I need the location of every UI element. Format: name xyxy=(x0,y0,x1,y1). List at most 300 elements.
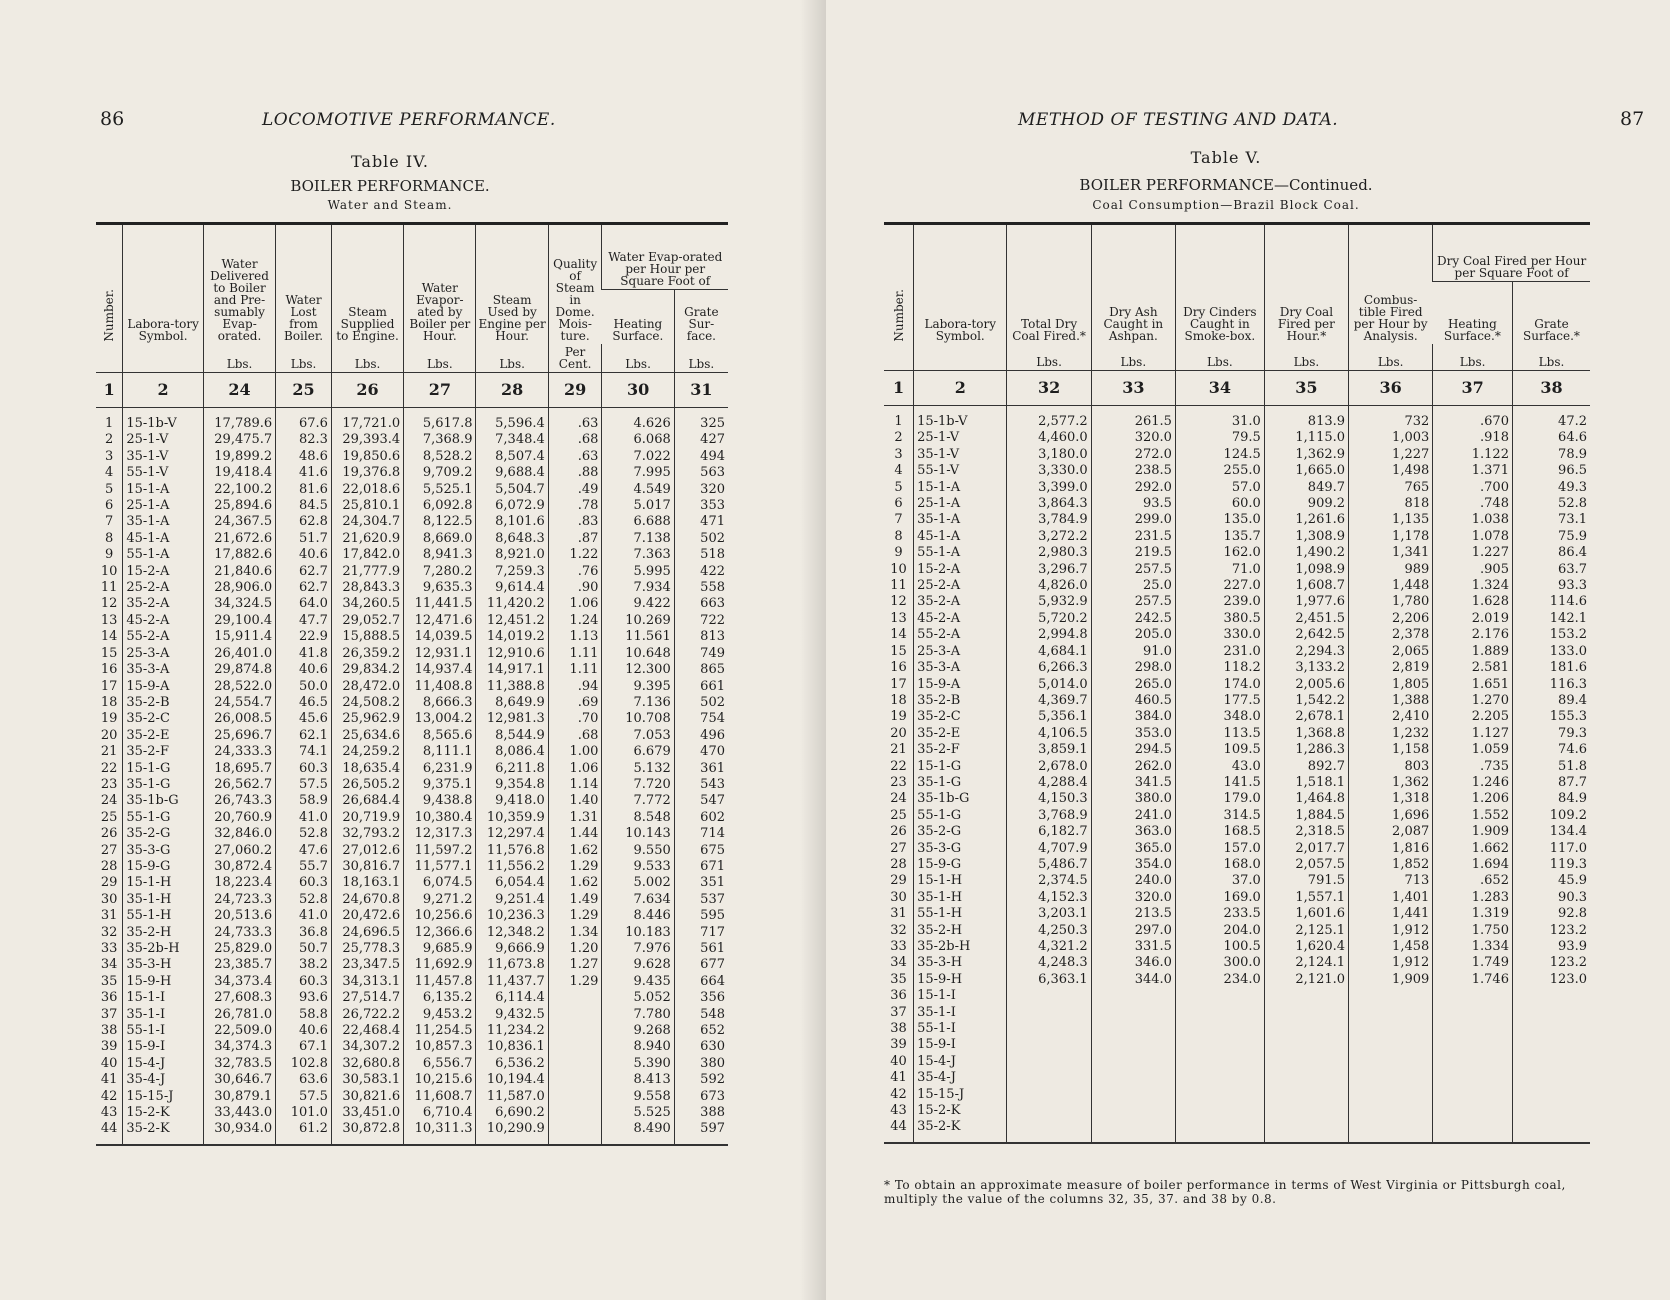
cell-value: 19,850.6 xyxy=(331,449,403,465)
cell-value: 1.324 xyxy=(1433,578,1513,594)
cell-value: .68 xyxy=(548,432,602,448)
row-number: 33 xyxy=(890,939,907,954)
cell-value xyxy=(1175,988,1264,1004)
cell-value: 34,307.2 xyxy=(331,1039,403,1055)
cell-value: 231.5 xyxy=(1091,529,1175,545)
row-number: 3 xyxy=(105,448,114,464)
cell-value: 8,544.9 xyxy=(476,728,548,744)
cell-value: 1.283 xyxy=(1433,890,1513,906)
cell-value: 1,912 xyxy=(1349,923,1433,939)
cell-value: 299.0 xyxy=(1091,512,1175,528)
cell-value: 1.270 xyxy=(1433,693,1513,709)
table-row xyxy=(96,1105,728,1121)
cell-value: 20,760.9 xyxy=(203,810,275,826)
cell-value: 123.0 xyxy=(1512,972,1590,988)
lab-symbol: 15-9-G xyxy=(914,857,1007,873)
cell-value: 25,778.3 xyxy=(331,941,403,957)
lab-symbol: 35-2-G xyxy=(914,824,1007,840)
row-number: 1 xyxy=(894,414,903,429)
cell-value: 1,341 xyxy=(1349,545,1433,561)
cell-value: 10.183 xyxy=(602,925,674,941)
cell-value: 380.0 xyxy=(1091,791,1175,807)
row-number: 40 xyxy=(100,1055,118,1071)
row-number: 39 xyxy=(100,1039,118,1055)
table-row xyxy=(884,939,1590,955)
table-row xyxy=(884,529,1590,545)
cell-value: 181.6 xyxy=(1512,660,1590,676)
cell-value xyxy=(1433,1005,1513,1021)
cell-value: 1.909 xyxy=(1433,824,1513,840)
cell-value: 9,709.2 xyxy=(404,465,476,481)
lab-symbol: 15-1-H xyxy=(914,873,1007,889)
cell-value: 34,373.4 xyxy=(203,974,275,990)
cell-value: 29,052.7 xyxy=(331,613,403,629)
table-row xyxy=(96,1056,728,1072)
cell-value: 7.634 xyxy=(602,892,674,908)
cell-value: 543 xyxy=(674,777,728,793)
cell-value: 25,634.6 xyxy=(331,728,403,744)
cell-value: 341.5 xyxy=(1091,775,1175,791)
cell-value xyxy=(1433,1021,1513,1037)
cell-value xyxy=(1175,1021,1264,1037)
cell-value: 10,380.4 xyxy=(404,810,476,826)
cell-value: 384.0 xyxy=(1091,709,1175,725)
cell-value: 6,710.4 xyxy=(404,1105,476,1121)
cell-value: 227.0 xyxy=(1175,578,1264,594)
cell-value: 7.934 xyxy=(602,580,674,596)
cell-value: 28,472.0 xyxy=(331,679,403,695)
row-number: 4 xyxy=(894,463,903,479)
cell-value: 62.1 xyxy=(276,728,332,744)
lab-symbol: 25-1-A xyxy=(914,496,1007,512)
table-caption: Water and Steam. xyxy=(327,198,453,212)
cell-value: 348.0 xyxy=(1175,709,1264,725)
cell-value: 356 xyxy=(674,990,728,1006)
cell-value xyxy=(1007,988,1091,1004)
cell-value: 1,368.8 xyxy=(1264,726,1348,742)
cell-value xyxy=(1512,1087,1590,1103)
cell-value: 1,388 xyxy=(1349,693,1433,709)
cell-value: 5,596.4 xyxy=(476,408,548,433)
cell-value xyxy=(1091,988,1175,1004)
cell-value xyxy=(1433,1103,1513,1119)
cell-value: 265.0 xyxy=(1091,677,1175,693)
cell-value: 22,509.0 xyxy=(203,1023,275,1039)
unit: Lbs. xyxy=(276,344,332,373)
cell-value: 14,039.5 xyxy=(404,629,476,645)
cell-value: 2,125.1 xyxy=(1264,923,1348,939)
cell-value: 168.5 xyxy=(1175,824,1264,840)
cell-value: 561 xyxy=(674,941,728,957)
cell-value: 36.8 xyxy=(276,925,332,941)
lab-symbol: 15-1b-V xyxy=(123,408,204,433)
cell-value: 1.34 xyxy=(548,925,602,941)
column-number: 1 xyxy=(884,371,914,406)
header-col-38: Grate Surface.* xyxy=(1512,282,1590,345)
cell-value: 496 xyxy=(674,728,728,744)
cell-value: 8,649.9 xyxy=(476,695,548,711)
row-number: 37 xyxy=(100,1006,118,1022)
cell-value: 2,087 xyxy=(1349,824,1433,840)
cell-value: 9.422 xyxy=(602,596,674,612)
cell-value: 30,816.7 xyxy=(331,859,403,875)
lab-symbol: 35-1-H xyxy=(914,890,1007,906)
row-number: 1 xyxy=(105,416,114,431)
cell-value: 1,448 xyxy=(1349,578,1433,594)
lab-symbol: 35-2b-H xyxy=(123,941,204,957)
cell-value: 71.0 xyxy=(1175,562,1264,578)
cell-value: 7.136 xyxy=(602,695,674,711)
cell-value xyxy=(1175,1070,1264,1086)
cell-value: 18,163.1 xyxy=(331,875,403,891)
cell-value: .905 xyxy=(1433,562,1513,578)
lab-symbol: 35-2-A xyxy=(123,596,204,612)
cell-value xyxy=(1512,1103,1590,1119)
row-number: 38 xyxy=(100,1023,118,1039)
cell-value: 17,842.0 xyxy=(331,547,403,563)
row-number: 23 xyxy=(100,776,118,792)
cell-value: 597 xyxy=(674,1121,728,1144)
cell-value: 67.1 xyxy=(276,1039,332,1055)
row-number: 29 xyxy=(100,875,118,891)
cell-value: 592 xyxy=(674,1072,728,1088)
lab-symbol: 15-1b-V xyxy=(914,406,1007,431)
table-row xyxy=(884,841,1590,857)
cell-value: 6,266.3 xyxy=(1007,660,1091,676)
cell-value: 661 xyxy=(674,679,728,695)
cell-value xyxy=(1433,1054,1513,1070)
cell-value xyxy=(1264,1070,1348,1086)
cell-value xyxy=(548,990,602,1006)
cell-value: 1,542.2 xyxy=(1264,693,1348,709)
cell-value: 1.29 xyxy=(548,974,602,990)
lab-symbol: 15-1-G xyxy=(914,759,1007,775)
table-row xyxy=(96,908,728,924)
row-number: 19 xyxy=(890,709,907,725)
row-number: 43 xyxy=(100,1105,118,1121)
row-number: 12 xyxy=(100,596,118,612)
lab-symbol: 25-1-A xyxy=(123,498,204,514)
cell-value: .83 xyxy=(548,514,602,530)
column-number: 27 xyxy=(404,373,476,408)
cell-value: 135.7 xyxy=(1175,529,1264,545)
cell-value: 28,522.0 xyxy=(203,679,275,695)
cell-value xyxy=(548,1072,602,1088)
lab-symbol: 15-2-K xyxy=(123,1105,204,1121)
row-number: 41 xyxy=(100,1072,118,1088)
lab-symbol: 35-1-A xyxy=(123,514,204,530)
cell-value xyxy=(1349,1119,1433,1142)
row-number: 10 xyxy=(100,563,118,579)
lab-symbol: 55-1-A xyxy=(914,545,1007,561)
cell-value: 2,374.5 xyxy=(1007,873,1091,889)
table-row xyxy=(96,957,728,973)
cell-value: 73.1 xyxy=(1512,512,1590,528)
table-row xyxy=(96,974,728,990)
cell-value xyxy=(1264,1037,1348,1053)
table-row xyxy=(96,1121,728,1144)
cell-value xyxy=(1091,1054,1175,1070)
cell-value: 2.581 xyxy=(1433,660,1513,676)
cell-value xyxy=(1264,1103,1348,1119)
unit: Lbs. xyxy=(602,344,674,373)
table-title: Table IV. xyxy=(350,152,430,171)
lab-symbol: 35-1b-G xyxy=(914,791,1007,807)
cell-value: 5,932.9 xyxy=(1007,594,1091,610)
lab-symbol: 35-2-F xyxy=(914,742,1007,758)
left-page xyxy=(0,0,826,1300)
cell-value: 28,906.0 xyxy=(203,580,275,596)
table-row xyxy=(96,777,728,793)
unit: Lbs. xyxy=(404,344,476,373)
cell-value: 13,004.2 xyxy=(404,711,476,727)
cell-value: 1.22 xyxy=(548,547,602,563)
cell-value: 168.0 xyxy=(1175,857,1264,873)
cell-value: 9,438.8 xyxy=(404,793,476,809)
cell-value: 1.06 xyxy=(548,596,602,612)
cell-value: 11,587.0 xyxy=(476,1089,548,1105)
cell-value: 26,684.4 xyxy=(331,793,403,809)
row-number: 12 xyxy=(890,594,907,610)
cell-value: 62.7 xyxy=(276,564,332,580)
cell-value: 1.44 xyxy=(548,826,602,842)
table-row xyxy=(96,843,728,859)
cell-value: 9.533 xyxy=(602,859,674,875)
cell-value: 1.11 xyxy=(548,646,602,662)
row-number: 32 xyxy=(100,924,118,940)
cell-value: 12,348.2 xyxy=(476,925,548,941)
cell-value: 10,836.1 xyxy=(476,1039,548,1055)
table-row xyxy=(884,1054,1590,1070)
table-row xyxy=(884,1103,1590,1119)
cell-value: 292.0 xyxy=(1091,480,1175,496)
lab-symbol: 15-1-A xyxy=(914,480,1007,496)
cell-value: 23,385.7 xyxy=(203,957,275,973)
cell-value: 8,111.1 xyxy=(404,744,476,760)
cell-value: 595 xyxy=(674,908,728,924)
cell-value: 9,614.4 xyxy=(476,580,548,596)
cell-value: 7.022 xyxy=(602,449,674,465)
cell-value: 1.038 xyxy=(1433,512,1513,528)
cell-value: 29,100.4 xyxy=(203,613,275,629)
cell-value: 24,367.5 xyxy=(203,514,275,530)
cell-value: 19,376.8 xyxy=(331,465,403,481)
cell-value: 15,888.5 xyxy=(331,629,403,645)
cell-value: 1.059 xyxy=(1433,742,1513,758)
cell-value: 30,934.0 xyxy=(203,1121,275,1144)
table-row xyxy=(884,1087,1590,1103)
cell-value: 135.0 xyxy=(1175,512,1264,528)
cell-value: 26,562.7 xyxy=(203,777,275,793)
cell-value: 2,318.5 xyxy=(1264,824,1348,840)
header-col-26: Steam Supplied to Engine. xyxy=(331,224,403,345)
cell-value: 2,294.3 xyxy=(1264,644,1348,660)
lab-symbol: 35-1-H xyxy=(123,892,204,908)
row-number: 25 xyxy=(100,809,118,825)
lab-symbol: 15-9-I xyxy=(123,1039,204,1055)
row-number: 44 xyxy=(96,1121,123,1144)
row-number: 42 xyxy=(890,1086,907,1102)
lab-symbol: 15-2-A xyxy=(914,562,1007,578)
row-number: 21 xyxy=(100,744,118,760)
row-number: 20 xyxy=(100,727,118,743)
table-row xyxy=(884,594,1590,610)
cell-value xyxy=(1433,1037,1513,1053)
table-row xyxy=(96,892,728,908)
cell-value: 32,793.2 xyxy=(331,826,403,842)
cell-value: 749 xyxy=(674,646,728,662)
table-row xyxy=(884,406,1590,431)
lab-symbol: 25-3-A xyxy=(123,646,204,662)
cell-value: 34,324.5 xyxy=(203,596,275,612)
cell-value: 84.5 xyxy=(276,498,332,514)
cell-value: 14,019.2 xyxy=(476,629,548,645)
cell-value: 1.127 xyxy=(1433,726,1513,742)
cell-value: 22,018.6 xyxy=(331,482,403,498)
cell-value: 865 xyxy=(674,662,728,678)
cell-value: 30,872.4 xyxy=(203,859,275,875)
lab-symbol: 35-2-B xyxy=(914,693,1007,709)
row-number: 15 xyxy=(890,643,907,659)
cell-value: 25,829.0 xyxy=(203,941,275,957)
cell-value: 1.246 xyxy=(1433,775,1513,791)
cell-value: 25,894.6 xyxy=(203,498,275,514)
table-row xyxy=(884,480,1590,496)
cell-value: 96.5 xyxy=(1512,463,1590,479)
table-row xyxy=(96,826,728,842)
cell-value: .88 xyxy=(548,465,602,481)
row-number: 5 xyxy=(105,481,114,497)
cell-value: 11,420.2 xyxy=(476,596,548,612)
header-col-29: Quality of Steam in Dome. Mois-ture. xyxy=(548,224,602,345)
column-number: 32 xyxy=(1007,371,1091,406)
lab-symbol: 35-2-C xyxy=(123,711,204,727)
row-number: 30 xyxy=(890,889,907,905)
table-row xyxy=(884,447,1590,463)
cell-value: 86.4 xyxy=(1512,545,1590,561)
table-row xyxy=(96,711,728,727)
cell-value: 46.5 xyxy=(276,695,332,711)
table-row xyxy=(96,408,728,433)
cell-value: 330.0 xyxy=(1175,627,1264,643)
cell-value: 2,642.5 xyxy=(1264,627,1348,643)
unit: Lbs. xyxy=(674,344,728,373)
cell-value: 7.138 xyxy=(602,531,674,547)
table-row xyxy=(884,890,1590,906)
cell-value: 25,810.1 xyxy=(331,498,403,514)
cell-value: 30,583.1 xyxy=(331,1072,403,1088)
cell-value xyxy=(548,1121,602,1144)
cell-value: 3,180.0 xyxy=(1007,447,1091,463)
table-row xyxy=(884,496,1590,512)
lab-symbol: 55-1-H xyxy=(123,908,204,924)
cell-value: 7.772 xyxy=(602,793,674,809)
cell-value: 75.9 xyxy=(1512,529,1590,545)
cell-value: 6,072.9 xyxy=(476,498,548,514)
cell-value xyxy=(1349,1037,1433,1053)
cell-value: 52.8 xyxy=(1512,496,1590,512)
cell-value: 11,388.8 xyxy=(476,679,548,695)
cell-value: .94 xyxy=(548,679,602,695)
lab-symbol: 35-1-G xyxy=(914,775,1007,791)
cell-value: 213.5 xyxy=(1091,906,1175,922)
table-row xyxy=(884,463,1590,479)
cell-value: 40.6 xyxy=(276,662,332,678)
cell-value: 37.0 xyxy=(1175,873,1264,889)
cell-value: 14,937.4 xyxy=(404,662,476,678)
lab-symbol: 15-9-A xyxy=(123,679,204,695)
page-number: 86 xyxy=(100,108,125,130)
row-number: 8 xyxy=(105,530,114,546)
table-row xyxy=(96,793,728,809)
cell-value: 1,977.6 xyxy=(1264,594,1348,610)
lab-symbol: 55-1-G xyxy=(914,808,1007,824)
lab-symbol: 45-1-A xyxy=(914,529,1007,545)
cell-value: 74.1 xyxy=(276,744,332,760)
cell-value: 8,122.5 xyxy=(404,514,476,530)
cell-value: 1,232 xyxy=(1349,726,1433,742)
lab-symbol: 15-2-K xyxy=(914,1103,1007,1119)
column-number: 24 xyxy=(203,373,275,408)
cell-value: 1.49 xyxy=(548,892,602,908)
row-number: 24 xyxy=(890,791,907,807)
cell-value: 109.5 xyxy=(1175,742,1264,758)
cell-value: 41.6 xyxy=(276,465,332,481)
cell-value: 34,260.5 xyxy=(331,596,403,612)
table-row xyxy=(884,775,1590,791)
header-col-35: Dry Coal Fired per Hour.* xyxy=(1264,224,1348,345)
cell-value: 558 xyxy=(674,580,728,596)
cell-value: 320 xyxy=(674,482,728,498)
cell-value: 5,617.8 xyxy=(404,408,476,433)
cell-value: 11,576.8 xyxy=(476,843,548,859)
lab-symbol: 55-1-I xyxy=(123,1023,204,1039)
cell-value: 2,017.7 xyxy=(1264,841,1348,857)
cell-value: 6,363.1 xyxy=(1007,972,1091,988)
row-number: 18 xyxy=(100,694,118,710)
column-number: 38 xyxy=(1512,371,1590,406)
cell-value: 29,874.8 xyxy=(203,662,275,678)
cell-value: 34,374.3 xyxy=(203,1039,275,1055)
table-row xyxy=(884,923,1590,939)
cell-value: 272.0 xyxy=(1091,447,1175,463)
row-number: 17 xyxy=(100,678,118,694)
cell-value: 1,498 xyxy=(1349,463,1433,479)
row-number: 26 xyxy=(890,824,907,840)
lab-symbol: 15-4-J xyxy=(914,1054,1007,1070)
cell-value: 1,458 xyxy=(1349,939,1433,955)
cell-value: 32,783.5 xyxy=(203,1056,275,1072)
cell-value: 1.889 xyxy=(1433,644,1513,660)
cell-value: 10,256.6 xyxy=(404,908,476,924)
table-row xyxy=(96,1007,728,1023)
table-caption: Coal Consumption—Brazil Block Coal. xyxy=(1092,198,1360,212)
cell-value: 30,872.8 xyxy=(331,1121,403,1144)
cell-value: 1,780 xyxy=(1349,594,1433,610)
cell-value: 8,941.3 xyxy=(404,547,476,563)
cell-value: 7.053 xyxy=(602,728,674,744)
cell-value: 2,980.3 xyxy=(1007,545,1091,561)
cell-value: 17,721.0 xyxy=(331,408,403,433)
cell-value xyxy=(1175,1087,1264,1103)
header-group: Water Evap-orated per Hour per Square Foot of xyxy=(602,224,728,290)
cell-value: 30,646.7 xyxy=(203,1072,275,1088)
cell-value: 4,288.4 xyxy=(1007,775,1091,791)
cell-value: 2,994.8 xyxy=(1007,627,1091,643)
lab-symbol: 35-1-G xyxy=(123,777,204,793)
cell-value: 81.6 xyxy=(276,482,332,498)
cell-value: 47.6 xyxy=(276,843,332,859)
